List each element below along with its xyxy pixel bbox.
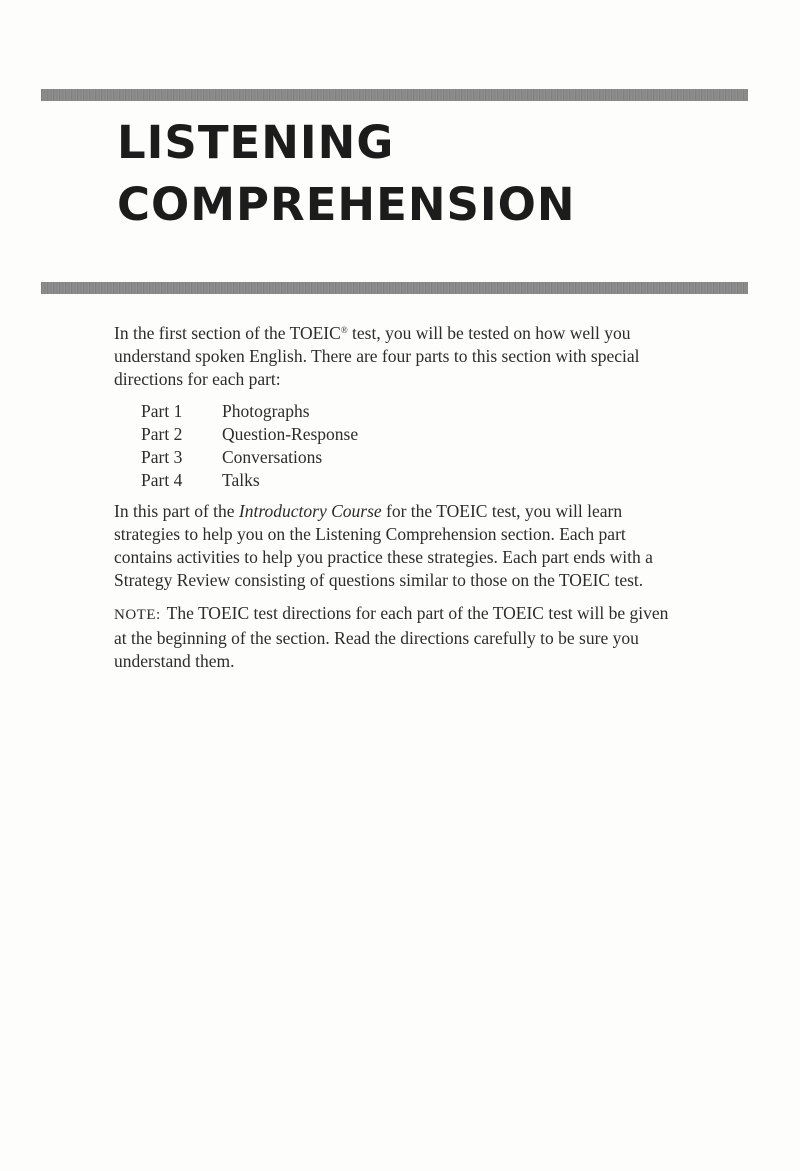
- body-content: [114, 322, 684, 673]
- parts-list: [141, 400, 684, 492]
- list-item: Part 3 Conversations: [141, 447, 323, 467]
- intro-paragraph: In the first section of the TOEIC® test, you will be tested on how well you understand spoken English. There are four parts to this section with special directions for each part:: [114, 323, 640, 389]
- title-line-1: LISTENING: [117, 116, 395, 169]
- list-item: Part 4 Talks: [141, 470, 260, 490]
- list-item: Part 1 Photographs: [141, 401, 310, 421]
- registered-mark: ®: [340, 325, 348, 335]
- note-paragraph: NOTE: The TOEIC test directions for each part of the TOEIC test will be given at the beginning of the section. Read the directions carefully to be sure you understand them.: [114, 603, 669, 671]
- list-item: Part 2 Question-Response: [141, 424, 359, 444]
- course-paragraph: In this part of the Introductory Course for the TOEIC test, you will learn strategies to help you on the Listening Comprehension section. Each part contains activities to help you practice these strategies. Each part ends with a Strategy Review consisting of questions similar to those on the TOEIC test.: [114, 501, 653, 590]
- course-title: Introductory Course: [238, 501, 382, 521]
- bottom-divider-bar: [41, 282, 748, 294]
- note-label: NOTE:: [114, 607, 161, 623]
- top-divider-bar: [41, 89, 748, 101]
- title-line-2: COMPREHENSION: [117, 178, 576, 231]
- page-title: [117, 112, 576, 236]
